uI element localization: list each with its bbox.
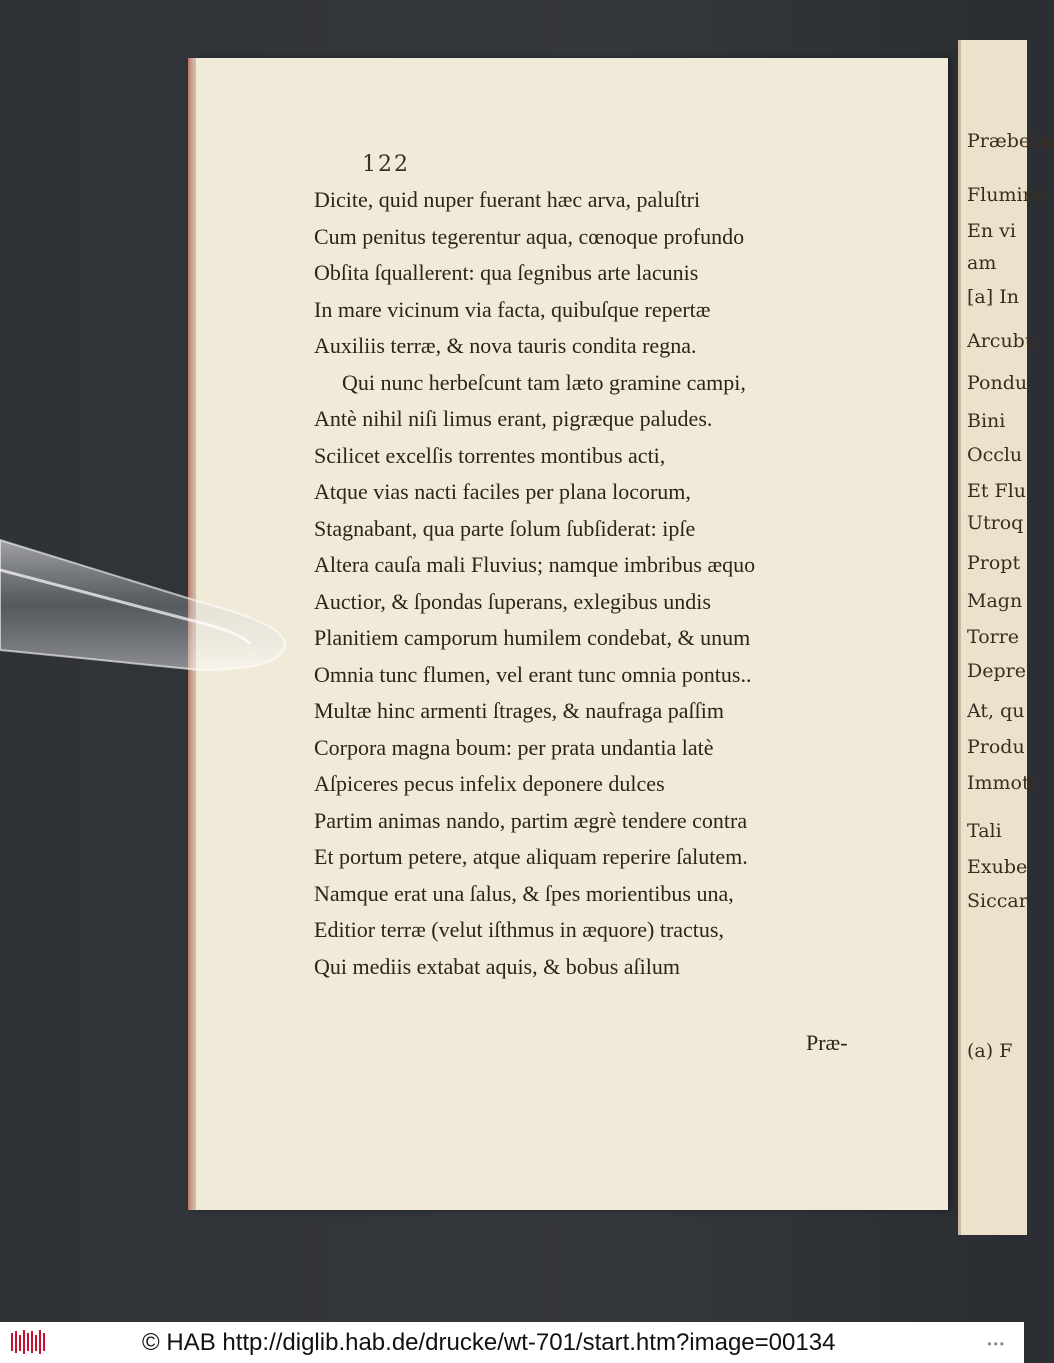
verse-line: Antè nihil niſi limus erant, pigræque paludes.: [314, 406, 713, 431]
hab-logo-icon: [10, 1329, 46, 1355]
verse-line: Auctior, & ſpondas ſuperans, exlegibus undis: [314, 588, 711, 614]
facing-page-fragment: Depre: [967, 660, 1026, 682]
facing-page-fragment: At, qu: [967, 700, 1025, 722]
facing-page-fragment: Exube: [967, 856, 1028, 878]
verse-line: Et portum petere, atque aliquam reperire ſalutem.: [314, 844, 748, 869]
facing-page-fragment: Tali: [967, 820, 1002, 842]
footer-dots: •••: [987, 1337, 1006, 1351]
facing-page-fragment: En vi: [967, 220, 1016, 242]
facing-page-fragment: Utroq: [967, 512, 1024, 534]
footer-bar: [0, 1322, 1024, 1363]
verse-line: In mare vicinum via facta, quibuſque repertæ: [314, 296, 711, 322]
verse-line: Atque vias nacti faciles per plana locorum,: [314, 479, 691, 504]
verse-line: Dicite, quid nuper fuerant hæc arva, paluſtri: [314, 187, 701, 212]
facing-page-fragment: Propt: [967, 552, 1021, 574]
verse-line: Stagnabant, qua parte ſolum ſubſiderat: ipſe: [314, 515, 696, 541]
copyright-link[interactable]: © HAB http://diglib.hab.de/drucke/wt-701/start.htm?image=00134: [142, 1329, 836, 1356]
facing-page: [958, 40, 1054, 1235]
facing-page-fragment: Occlu: [967, 444, 1023, 466]
verse-line: Cum penitus tegerentur aqua, cœnoque profundo: [314, 223, 745, 249]
facing-page-fragment: Torre: [967, 626, 1020, 648]
poem-text: [314, 182, 914, 985]
verse-line: Editior terræ (velut iſthmus in æquore) tractus,: [314, 917, 724, 942]
page-number: 122: [362, 152, 410, 177]
facing-page-fragment: Flumine: [967, 184, 1047, 206]
facing-page-fragment: Immoti: [967, 772, 1036, 794]
facing-page-fragment: Produ: [967, 736, 1025, 758]
verse-line: Obſita ſquallerent: qua ſegnibus arte lacunis: [314, 260, 699, 285]
verse-line: Qui nunc herbeſcunt tam læto gramine campi,: [342, 369, 746, 395]
verse-line: Namque erat una ſalus, & ſpes morientibus una,: [314, 880, 734, 906]
catchword: Præ-: [806, 1030, 848, 1055]
verse-line: Corpora magna boum: per prata undantia latè: [314, 734, 714, 760]
verse-line: Altera cauſa mali Fluvius; namque imbribus æquo: [314, 552, 756, 577]
verse-line: Partim animas nando, partim ægrè tendere contra: [314, 807, 748, 833]
verse-line: Aſpiceres pecus infelix deponere dulces: [314, 771, 665, 796]
facing-page-fragment: [a] In: [967, 286, 1019, 308]
facing-page-fragment: Pondu: [967, 372, 1028, 394]
facing-page-fragment: am: [967, 252, 997, 274]
verse-line: Scilicet excelſis torrentes montibus acti,: [314, 442, 666, 468]
facing-page-fragment: Arcubu: [967, 330, 1038, 352]
verse-line: Multæ hinc armenti ſtrages, & naufraga paſſim: [314, 698, 724, 723]
facing-page-fragment: Magn: [967, 590, 1023, 612]
facing-page-fragment: Et Flu: [967, 480, 1027, 502]
verse-line: Auxiliis terræ, & nova tauris condita regna.: [314, 333, 697, 358]
verse-line: Planitiem camporum humilem condebat, & unum: [314, 625, 751, 650]
facing-page-fragment: Bini: [967, 410, 1006, 432]
facing-page-fragment: Præbeba: [967, 130, 1054, 152]
facing-page-fragment: Siccar: [967, 890, 1028, 912]
verse-line: Qui mediis extabat aquis, & bobus aſilum: [314, 953, 681, 979]
facing-page-fragment: (a) F: [967, 1040, 1013, 1062]
verse-line: Omnia tunc flumen, vel erant tunc omnia pontus..: [314, 661, 752, 687]
